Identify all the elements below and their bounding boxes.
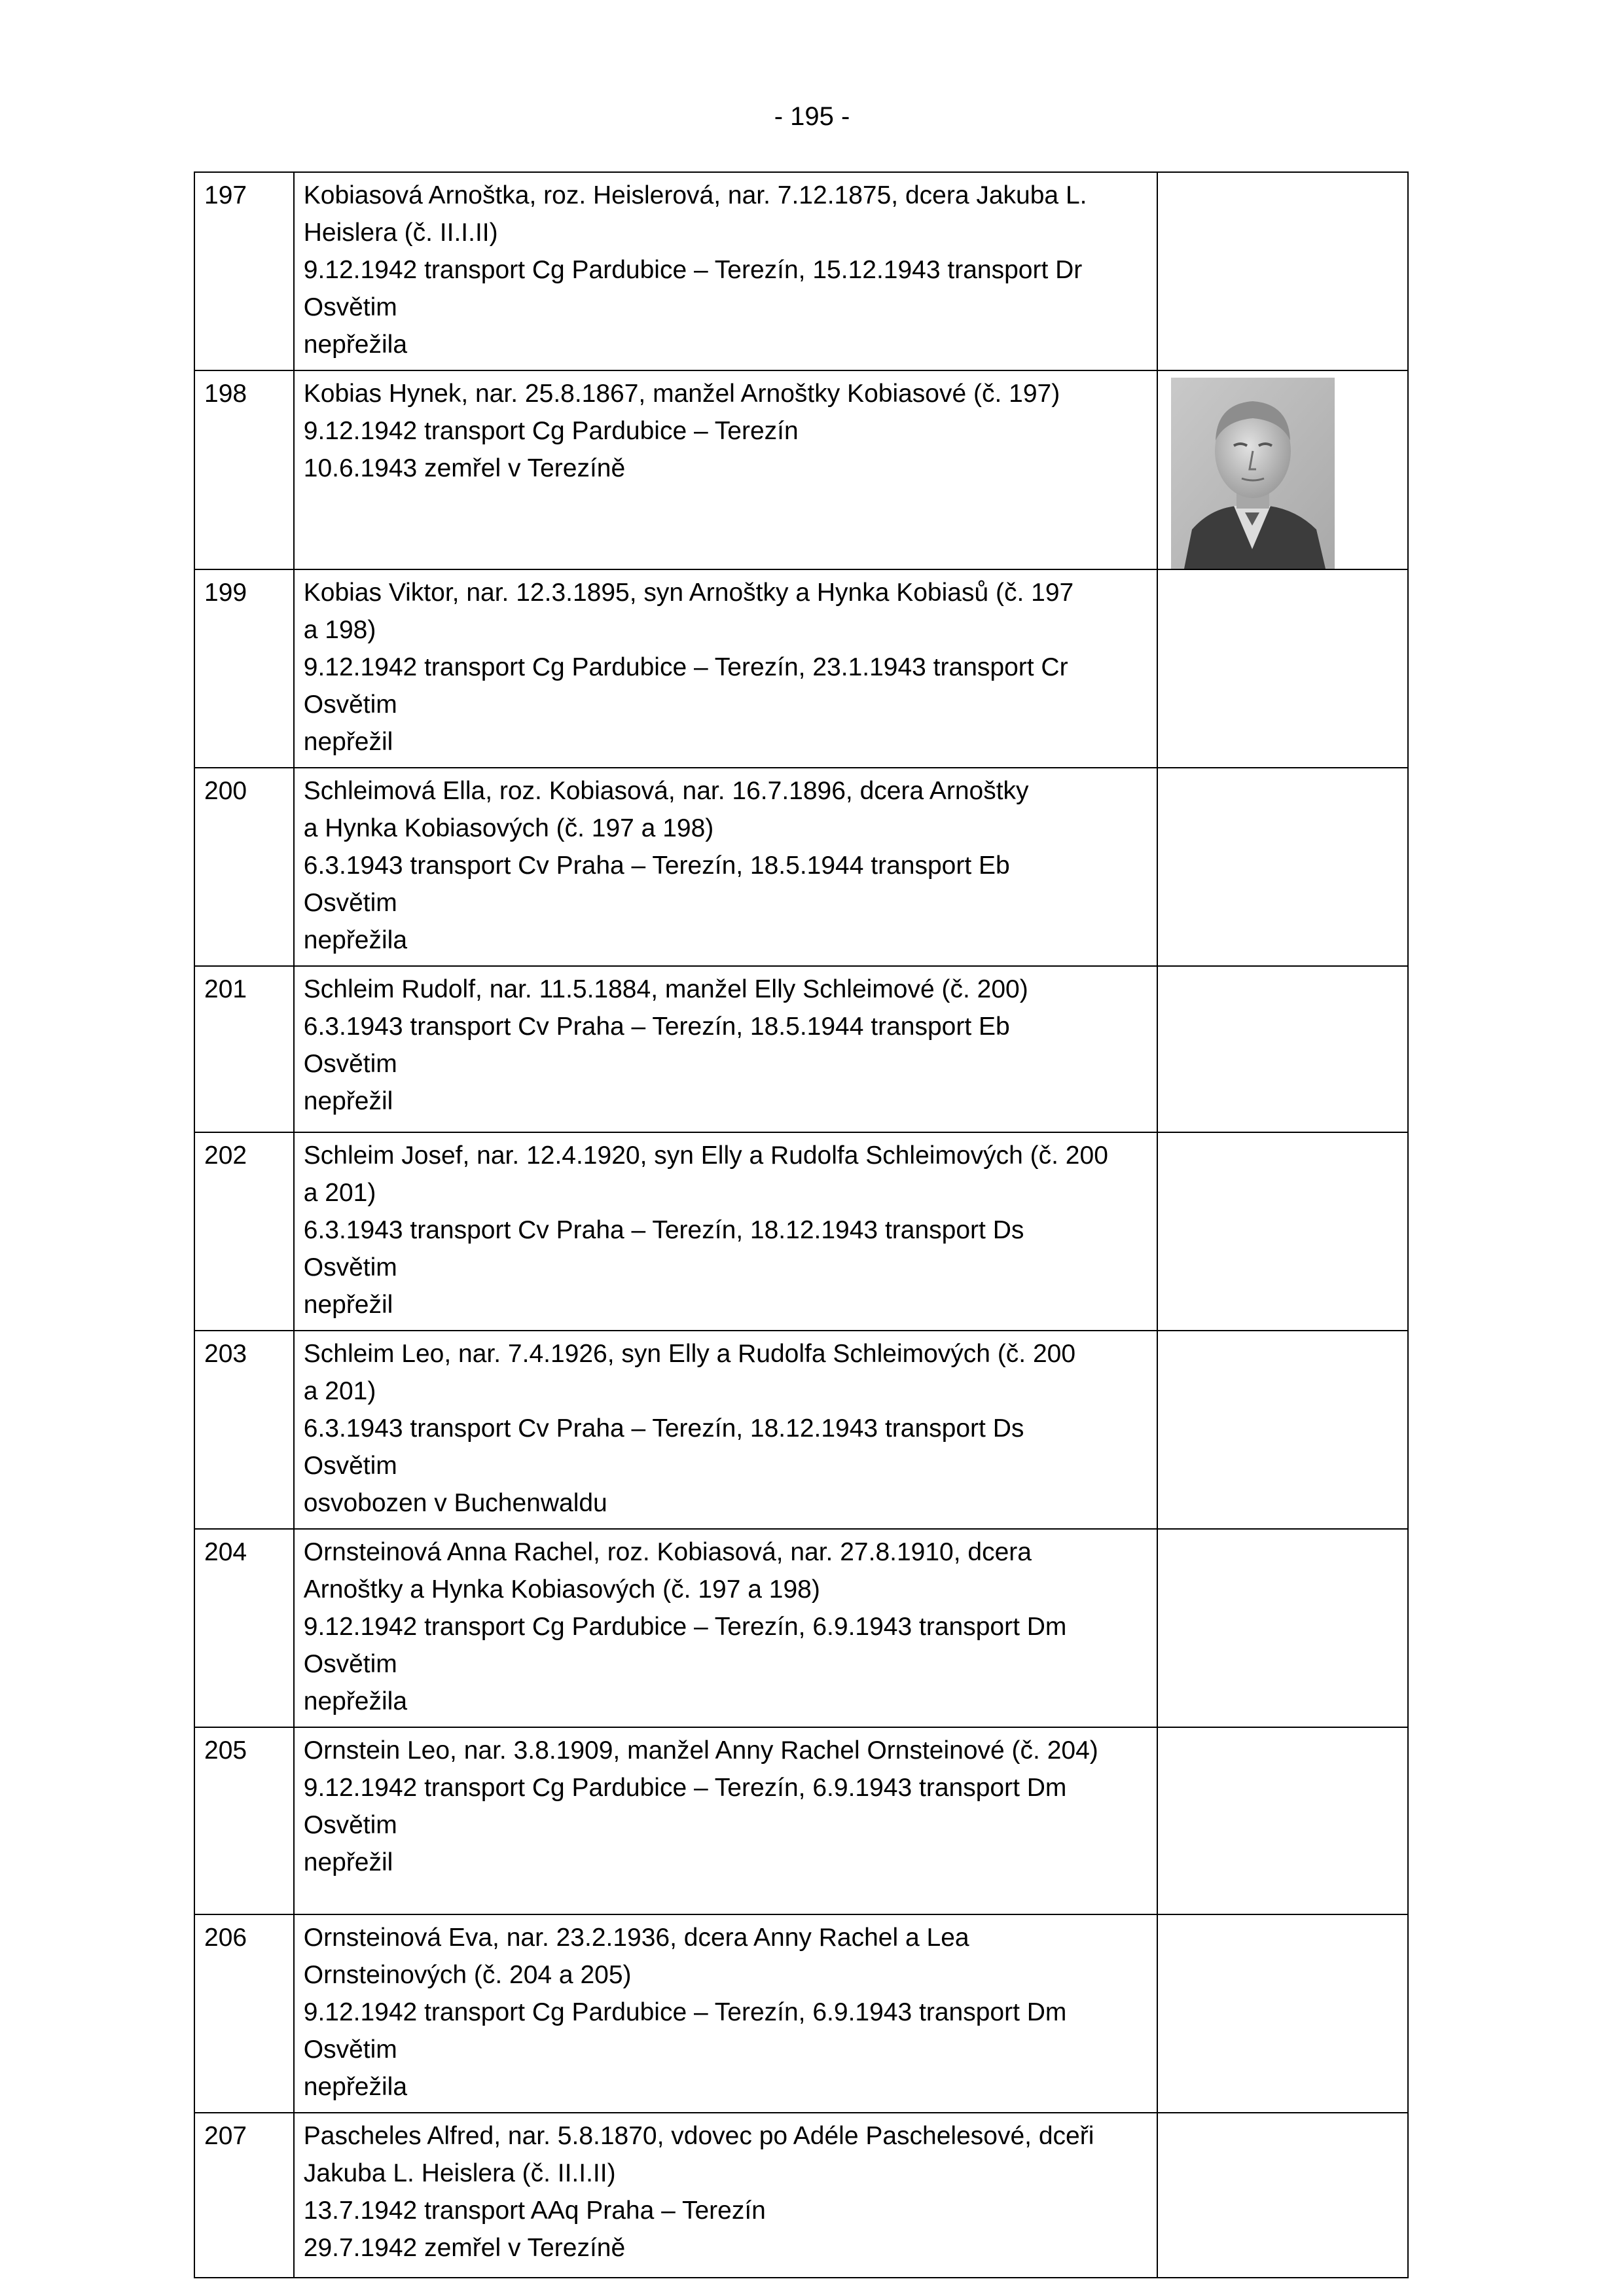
- record-line: 9.12.1942 transport Cg Pardubice – Terezín: [303, 417, 799, 445]
- record-line: Osvětim: [303, 1253, 397, 1282]
- record-details: [294, 2113, 1158, 2278]
- record-line: Ornsteinová Anna Rachel, roz. Kobiasová, nar. 27.8.1910, dcera: [303, 1538, 1032, 1566]
- record-number: 207: [194, 2113, 294, 2278]
- record-row: [194, 1331, 1408, 1529]
- record-line: Kobiasová Arnoštka, roz. Heislerová, nar. 7.12.1875, dcera Jakuba L.: [303, 181, 1087, 209]
- record-details: [294, 1331, 1158, 1529]
- photo-cell: [1157, 370, 1408, 569]
- record-line: Osvětim: [303, 1811, 397, 1839]
- record-number: 199: [194, 569, 294, 768]
- record-line: 29.7.1942 zemřel v Terezíně: [303, 2234, 626, 2262]
- record-line: 6.3.1943 transport Cv Praha – Terezín, 18.12.1943 transport Ds: [303, 1414, 1024, 1443]
- record-number: 198: [194, 370, 294, 569]
- record-line: osvobozen v Buchenwaldu: [303, 1489, 607, 1517]
- record-line: Heislera (č. II.I.II): [303, 219, 498, 247]
- record-line: Osvětim: [303, 691, 397, 719]
- record-number: 197: [194, 172, 294, 370]
- record-details: [294, 1914, 1158, 2113]
- record-details: [294, 370, 1158, 569]
- record-line: a 201): [303, 1377, 376, 1405]
- record-line: Arnoštky a Hynka Kobiasových (č. 197 a 198): [303, 1575, 820, 1604]
- record-number: 200: [194, 768, 294, 966]
- record-line: 9.12.1942 transport Cg Pardubice – Terezín, 6.9.1943 transport Dm: [303, 1613, 1067, 1641]
- record-line: nepřežila: [303, 926, 408, 954]
- record-row: [194, 1132, 1408, 1331]
- record-row: [194, 966, 1408, 1132]
- photo-cell: [1157, 768, 1408, 966]
- record-line: 9.12.1942 transport Cg Pardubice – Terezín, 15.12.1943 transport Dr: [303, 256, 1083, 284]
- record-row: [194, 569, 1408, 768]
- record-line: nepřežila: [303, 2073, 408, 2101]
- record-number: 201: [194, 966, 294, 1132]
- record-line: Osvětim: [303, 1452, 397, 1480]
- record-details: [294, 966, 1158, 1132]
- record-number: 205: [194, 1727, 294, 1914]
- record-row: [194, 370, 1408, 569]
- record-line: Pascheles Alfred, nar. 5.8.1870, vdovec po Adéle Paschelesové, dceři: [303, 2122, 1094, 2150]
- photo-cell: [1157, 1331, 1408, 1529]
- record-row: [194, 1727, 1408, 1914]
- record-line: Kobias Viktor, nar. 12.3.1895, syn Arnoštky a Hynka Kobiasů (č. 197: [303, 579, 1074, 607]
- record-line: Ornsteinových (č. 204 a 205): [303, 1961, 632, 1989]
- record-number: 202: [194, 1132, 294, 1331]
- record-row: [194, 1529, 1408, 1727]
- record-line: 9.12.1942 transport Cg Pardubice – Terezín, 6.9.1943 transport Dm: [303, 1774, 1067, 1802]
- record-line: Ornsteinová Eva, nar. 23.2.1936, dcera Anny Rachel a Lea: [303, 1924, 969, 1952]
- record-row: [194, 2113, 1408, 2278]
- record-line: Schleim Josef, nar. 12.4.1920, syn Elly a Rudolfa Schleimových (č. 200: [303, 1141, 1108, 1170]
- record-details: [294, 1529, 1158, 1727]
- record-line: Osvětim: [303, 293, 397, 321]
- record-details: [294, 172, 1158, 370]
- record-line: Osvětim: [303, 889, 397, 917]
- record-line: 9.12.1942 transport Cg Pardubice – Terezín, 23.1.1943 transport Cr: [303, 653, 1068, 681]
- record-line: nepřežil: [303, 1848, 393, 1876]
- page-number: - 195 -: [774, 102, 850, 131]
- record-details: [294, 1132, 1158, 1331]
- photo-cell: [1157, 1914, 1408, 2113]
- record-details: [294, 768, 1158, 966]
- photo-cell: [1157, 1132, 1408, 1331]
- record-line: 9.12.1942 transport Cg Pardubice – Terezín, 6.9.1943 transport Dm: [303, 1998, 1067, 2026]
- record-number: 203: [194, 1331, 294, 1529]
- record-line: Osvětim: [303, 2036, 397, 2064]
- record-row: [194, 172, 1408, 370]
- record-line: a 198): [303, 616, 376, 644]
- record-line: Ornstein Leo, nar. 3.8.1909, manžel Anny Rachel Ornsteinové (č. 204): [303, 1736, 1098, 1765]
- photo-cell: [1157, 172, 1408, 370]
- records-table-body: [194, 172, 1408, 2278]
- record-line: nepřežil: [303, 1291, 393, 1319]
- record-line: Osvětim: [303, 1050, 397, 1078]
- record-line: nepřežila: [303, 331, 408, 359]
- record-line: Jakuba L. Heislera (č. II.I.II): [303, 2159, 616, 2187]
- record-details: [294, 569, 1158, 768]
- record-line: a Hynka Kobiasových (č. 197 a 198): [303, 814, 714, 842]
- record-line: nepřežil: [303, 1087, 393, 1115]
- record-line: Kobias Hynek, nar. 25.8.1867, manžel Arnoštky Kobiasové (č. 197): [303, 380, 1060, 408]
- record-line: 6.3.1943 transport Cv Praha – Terezín, 18.5.1944 transport Eb: [303, 1013, 1010, 1041]
- photo-cell: [1157, 966, 1408, 1132]
- record-number: 206: [194, 1914, 294, 2113]
- photo-cell: [1157, 569, 1408, 768]
- record-line: Schleimová Ella, roz. Kobiasová, nar. 16.7.1896, dcera Arnoštky: [303, 777, 1029, 805]
- photo-cell: [1157, 1529, 1408, 1727]
- photo-cell: [1157, 1727, 1408, 1914]
- record-row: [194, 1914, 1408, 2113]
- record-line: 13.7.1942 transport AAq Praha – Terezín: [303, 2197, 766, 2225]
- record-number: 204: [194, 1529, 294, 1727]
- record-line: Schleim Leo, nar. 7.4.1926, syn Elly a Rudolfa Schleimových (č. 200: [303, 1340, 1076, 1368]
- photo-cell: [1157, 2113, 1408, 2278]
- record-line: a 201): [303, 1179, 376, 1207]
- portrait-photo: [1171, 378, 1335, 569]
- record-line: 6.3.1943 transport Cv Praha – Terezín, 18.12.1943 transport Ds: [303, 1216, 1024, 1244]
- record-row: [194, 768, 1408, 966]
- records-table: [194, 171, 1409, 2278]
- record-line: nepřežil: [303, 728, 393, 756]
- record-line: Schleim Rudolf, nar. 11.5.1884, manžel Elly Schleimové (č. 200): [303, 975, 1028, 1003]
- record-line: nepřežila: [303, 1687, 408, 1715]
- record-line: 10.6.1943 zemřel v Terezíně: [303, 454, 626, 482]
- record-line: Osvětim: [303, 1650, 397, 1678]
- record-details: [294, 1727, 1158, 1914]
- record-line: 6.3.1943 transport Cv Praha – Terezín, 18.5.1944 transport Eb: [303, 852, 1010, 880]
